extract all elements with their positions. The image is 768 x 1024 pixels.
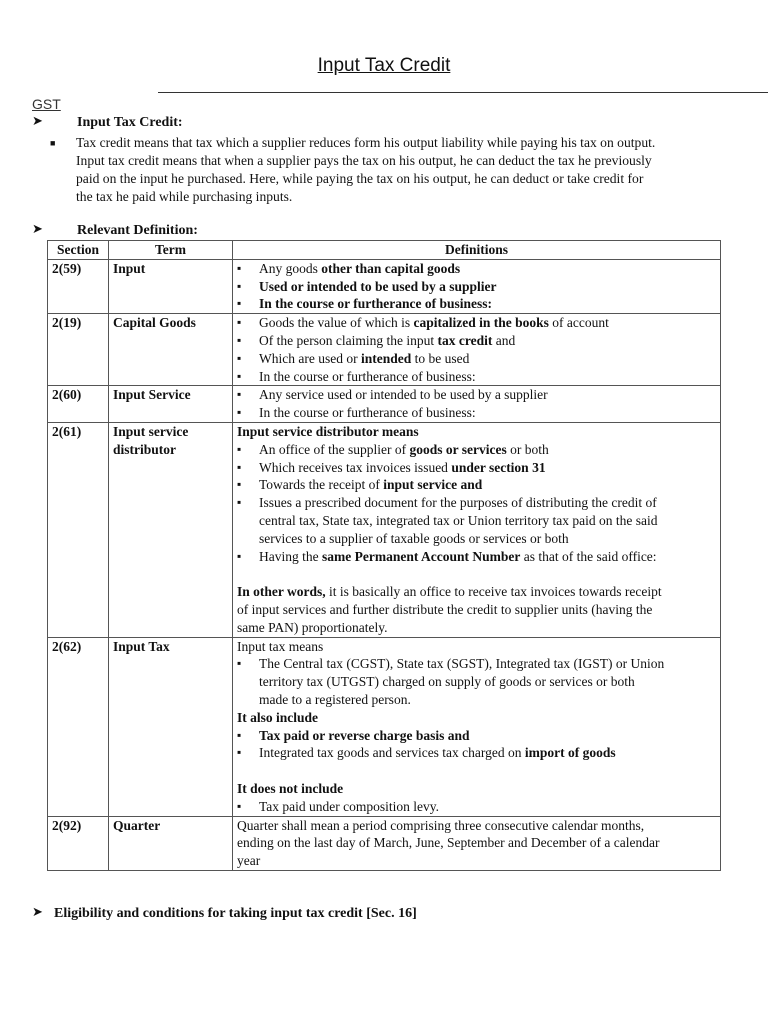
table-row [48,422,721,637]
paragraph-line: the tax he paid while purchasing inputs. [76,189,293,204]
definition-subheading: It also include [237,709,319,725]
section-heading-relevant-definition: Relevant Definition: [77,223,198,238]
list-item: ▪ Towards the receipt of input service and [237,476,716,494]
paragraph-line: paid on the input he purchased. Here, while paying the tax on his output, he can deduct or take credit for [76,171,644,186]
definition-paragraph [50,134,750,206]
definitions-table [47,240,721,871]
definition-intro: Input tax means [237,638,324,654]
list-item: ▪ Goods the value of which is capitalized in the books of account [237,314,716,332]
section-heading-input-tax-credit: Input Tax Credit: [77,115,183,130]
section-cell: 2(61) [48,422,109,637]
definition-subheading: It does not include [237,780,344,796]
definition-cell [233,422,721,637]
list-item: ▪ In the course or furtherance of business: [237,368,716,386]
title-rule [158,92,768,93]
section-cell: 2(92) [48,816,109,870]
definition-line: ending on the last day of March, June, September and December of a calendar [237,835,660,851]
list-item: ▪ Which receives tax invoices issued under section 31 [237,459,716,477]
list-item: ▪ The Central tax (CGST), State tax (SGST), Integrated tax (IGST) or Union territory tax (UTGST) charged on supply of goods or services or both made to a registered person. [237,655,716,708]
gst-link[interactable]: GST [32,96,61,112]
definition-cell [233,637,721,816]
list-item: ▪ Tax paid or reverse charge basis and [237,727,716,745]
list-item: ▪ An office of the supplier of goods or services or both [237,441,716,459]
header-section: Section [48,241,109,260]
section-cell: 2(19) [48,314,109,386]
section-heading-eligibility: Eligibility and conditions for taking input tax credit [Sec. 16] [54,906,417,921]
header-definitions: Definitions [233,241,721,260]
definition-line: Quarter shall mean a period comprising three consecutive calendar months, [237,817,645,833]
definition-note: In other words, it is basically an office to receive tax invoices towards receipt [237,584,662,600]
list-item: ▪ Any service used or intended to be used by a supplier [237,386,716,404]
list-item: ▪ Integrated tax goods and services tax charged on import of goods [237,744,716,762]
term-cell: Quarter [109,816,233,870]
list-item: ▪ In the course or furtherance of business: [237,295,716,313]
arrowhead-bullet-icon: ➤ [32,222,43,237]
paragraph-line: Tax credit means that tax which a supplier reduces form his output liability while paying his tax on output. [76,135,656,150]
arrowhead-bullet-icon: ➤ [32,114,43,129]
definition-cell [233,259,721,313]
section-cell: 2(60) [48,386,109,423]
table-row [48,314,721,386]
term-line: distributor [113,441,177,457]
arrowhead-bullet-icon: ➤ [32,905,43,920]
definition-cell [233,816,721,870]
table-row [48,816,721,870]
term-cell: Capital Goods [109,314,233,386]
square-bullet-icon: ■ [50,138,56,148]
list-item: ▪ Used or intended to be used by a supplier [237,278,716,296]
list-item: ▪ Issues a prescribed document for the purposes of distributing the credit of central tax, State tax, integrated tax or Union territory tax paid on the said services to a supplier of taxable goods or services or both [237,494,716,547]
list-item: ▪ Which are used or intended to be used [237,350,716,368]
paragraph-line: Input tax credit means that when a supplier pays the tax on his output, he can deduct the tax he previously [76,153,652,168]
definition-note-line: of input services and further distribute the credit to supplier units (having the [237,601,653,617]
list-item: ▪ Having the same Permanent Account Number as that of the said office: [237,548,716,566]
term-line: Input service [113,423,189,439]
term-cell [109,422,233,637]
definition-cell [233,314,721,386]
page-title: Input Tax Credit [317,55,451,76]
list-item: ▪ Tax paid under composition levy. [237,798,716,816]
list-item: ▪ Any goods other than capital goods [237,260,716,278]
table-row [48,259,721,313]
definition-cell [233,386,721,423]
section-cell: 2(62) [48,637,109,816]
list-item: ▪ In the course or furtherance of business: [237,404,716,422]
term-cell: Input Tax [109,637,233,816]
table-row [48,386,721,423]
term-cell: Input Service [109,386,233,423]
term-cell: Input [109,259,233,313]
header-term: Term [109,241,233,260]
table-row [48,637,721,816]
definition-intro: Input service distributor means [237,423,419,439]
definition-line: year [237,853,261,869]
definition-note-line: same PAN) proportionately. [237,619,388,635]
section-cell: 2(59) [48,259,109,313]
list-item: ▪ Of the person claiming the input tax credit and [237,332,716,350]
table-header-row [48,241,721,260]
